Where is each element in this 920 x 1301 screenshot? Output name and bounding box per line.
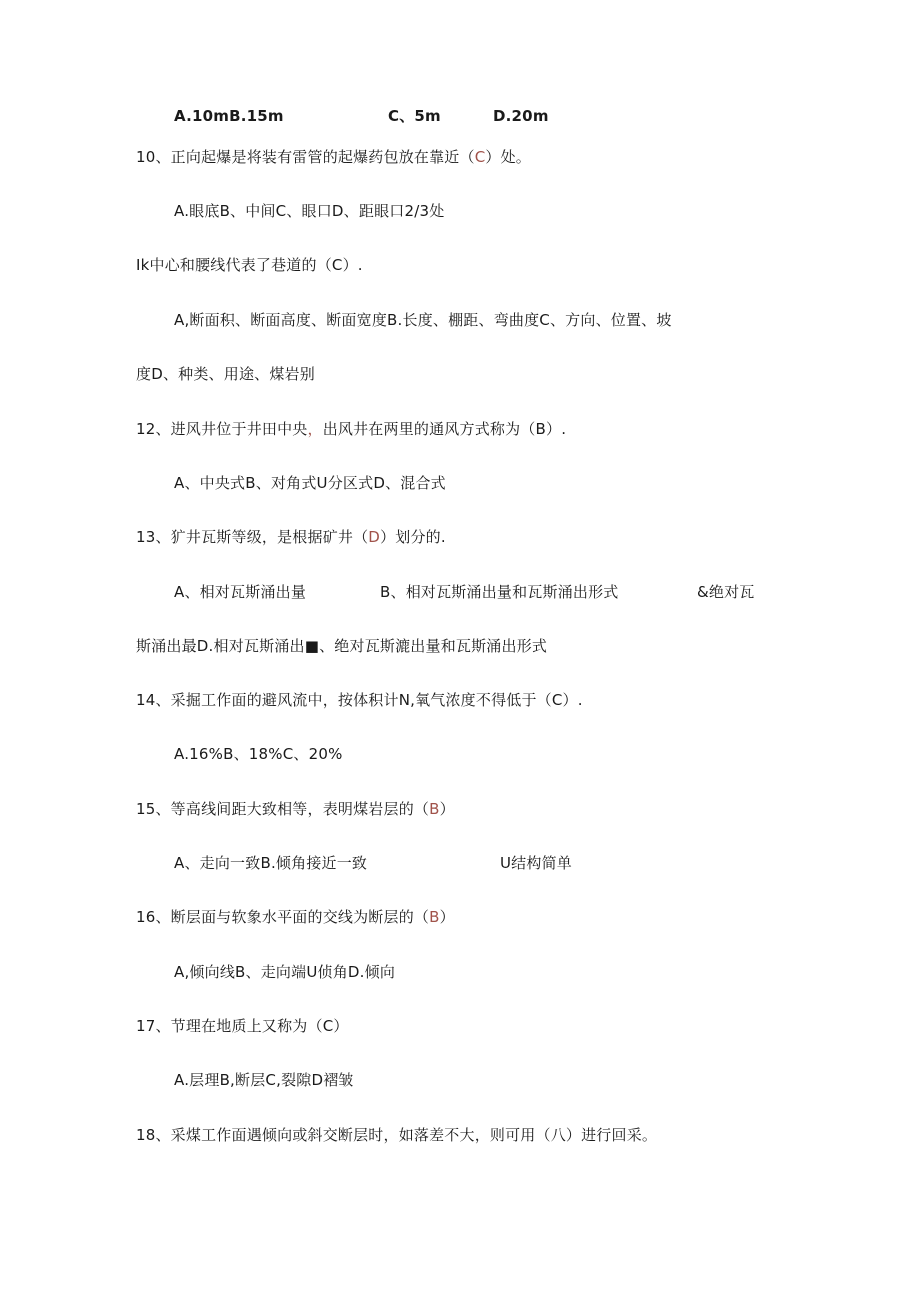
q12-comma: ， (307, 420, 323, 438)
q15-question (136, 798, 455, 820)
q13-options-cont: 斯涌出最D.相对瓦斯涌出■、绝对瓦斯漉出量和瓦斯涌出形式 (136, 637, 548, 655)
q13-option-b: B、相对瓦斯涌出量和瓦斯涌出形式 (380, 583, 619, 601)
q14-question: 14、采掘工作面的避风流中，按体积计N,氧气浓度不得低于（C）. (136, 691, 583, 709)
q11-question: Ik中心和腰线代表了巷道的（C）. (136, 256, 363, 274)
q13-text-pre: 13、犷井瓦斯等级，是根据矿井（ (136, 528, 369, 546)
q16-options: A,倾向线B、走向端U侦角D.倾向 (174, 963, 396, 981)
q15-option-c: U结构简单 (500, 854, 572, 872)
q17-options: A.层理B,断层C,裂隙D褶皱 (174, 1071, 354, 1089)
q12-text-pre: 12、进风井位于井田中央 (136, 420, 308, 438)
q13-question (136, 526, 446, 548)
q12-text-post: 出风井在两里的通风方式称为（B）. (322, 420, 567, 438)
q16-answer: B (429, 908, 440, 926)
q15-text-post: ） (439, 800, 455, 818)
q13-option-c: &绝对瓦 (697, 583, 755, 601)
q18-question: 18、采煤工作面遇倾向或斜交断层时，如落差不大，则可用（八）进行回采。 (136, 1126, 658, 1144)
q10-text-pre: 10、正向起爆是将装有雷管的起爆药包放在靠近（ (136, 148, 475, 166)
q9-option-d: D.20m (493, 107, 549, 125)
q12-options: A、中央式B、对角式U分区式D、混合式 (174, 474, 446, 492)
q14-options: A.16%B、18%C、20% (174, 745, 343, 763)
q9-options-a-b: A.10mB.15m (174, 107, 284, 125)
q12-question (136, 418, 566, 440)
q10-question (136, 146, 531, 168)
q16-text-post: ） (439, 908, 455, 926)
q16-text-pre: 16、断层面与软象水平面的交线为断层的（ (136, 908, 430, 926)
q10-options: A.眼底B、中间C、眼口D、距眼口2/3处 (174, 202, 445, 220)
q13-answer: D (368, 528, 381, 546)
q10-text-post: ）处。 (485, 148, 531, 166)
q9-option-c: C、5m (388, 107, 441, 125)
q11-options: A,断面积、断面高度、断面宽度B.长度、棚距、弯曲度C、方向、位置、坡 (174, 311, 672, 329)
q17-question: 17、节理在地质上又称为（C） (136, 1017, 349, 1035)
q13-option-a: A、相对瓦斯涌出量 (174, 583, 307, 601)
q13-text-post: ）划分的. (380, 528, 446, 546)
q15-options-a-b: A、走向一致B.倾角接近一致 (174, 854, 368, 872)
q11-options-cont: 度D、种类、用途、煤岩别 (136, 365, 315, 383)
q16-question (136, 906, 455, 928)
q15-answer: B (429, 800, 440, 818)
q10-answer: C (474, 148, 486, 166)
q15-text-pre: 15、等高线间距大致相等，表明煤岩层的（ (136, 800, 430, 818)
